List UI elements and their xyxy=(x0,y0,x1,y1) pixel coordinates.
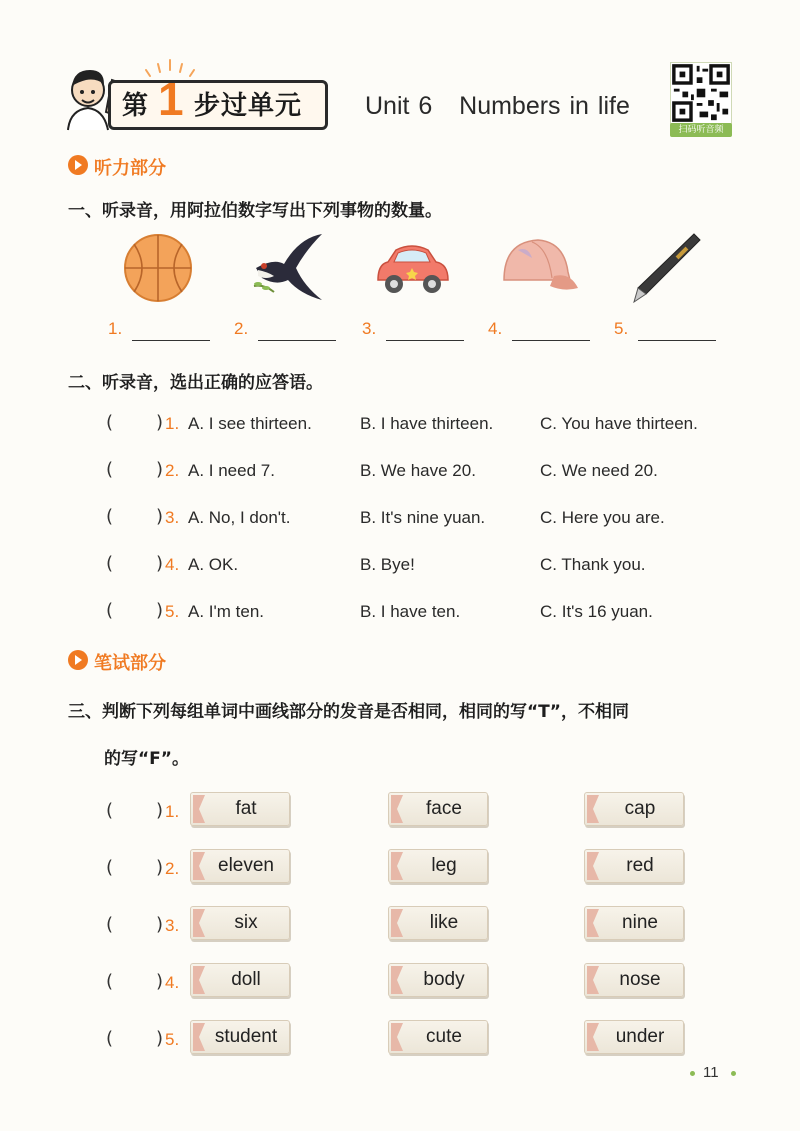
option-b: B. We have 20. xyxy=(360,461,476,480)
page-dot-right xyxy=(731,1071,736,1076)
option-b: B. I have thirteen. xyxy=(360,414,494,433)
word: nine xyxy=(622,912,658,933)
play-arrow-icon xyxy=(68,155,88,175)
option-c: C. Here you are. xyxy=(540,508,665,527)
swallow-bird-icon xyxy=(244,228,324,306)
word-card xyxy=(388,849,488,883)
cap-icon xyxy=(498,228,578,306)
word-card xyxy=(388,1020,488,1054)
question-number: 5. xyxy=(165,1030,180,1049)
word-card xyxy=(190,849,290,883)
section-listening: 听力部分 xyxy=(94,158,166,179)
answer-paren-open[interactable]: ( xyxy=(106,971,114,992)
answer-paren-close: ) xyxy=(156,857,164,878)
question-number: 1. xyxy=(165,802,180,821)
question-number: 2. xyxy=(165,461,180,480)
word: nose xyxy=(619,969,661,990)
q1-title: 一、听录音，用阿拉伯数字写出下列事物的数量。 xyxy=(68,201,442,221)
pen-icon xyxy=(624,228,704,306)
q2-title: 二、听录音，选出正确的应答语。 xyxy=(68,373,323,393)
word-card xyxy=(584,963,684,997)
answer-paren-open[interactable]: ( xyxy=(106,412,114,433)
word-card xyxy=(584,1020,684,1054)
answer-paren-open[interactable]: ( xyxy=(106,506,114,527)
banner-title: 步过单元 xyxy=(194,91,303,121)
word-card xyxy=(388,792,488,826)
option-c: C. You have thirteen. xyxy=(540,414,698,433)
word: under xyxy=(615,1026,665,1047)
word-card xyxy=(190,963,290,997)
word: like xyxy=(429,912,459,933)
page-number: 11 xyxy=(703,1064,719,1081)
answer-paren-open[interactable]: ( xyxy=(106,553,114,574)
qr-code-icon[interactable] xyxy=(670,62,732,124)
option-a: A. I see thirteen. xyxy=(188,414,312,433)
answer-blank[interactable] xyxy=(258,340,336,341)
q3-title-line2: 的写“F”。 xyxy=(104,749,189,769)
word: body xyxy=(423,969,465,990)
question-number: 5. xyxy=(165,602,180,621)
blank-number: 1. xyxy=(108,319,123,338)
option-c: C. We need 20. xyxy=(540,461,658,480)
word-card xyxy=(388,963,488,997)
qr-label: 扫码听音频 xyxy=(670,123,732,137)
option-a: A. I'm ten. xyxy=(188,602,264,621)
word-card xyxy=(190,906,290,940)
word-card xyxy=(584,849,684,883)
answer-paren-open[interactable]: ( xyxy=(106,800,114,821)
section-writing: 笔试部分 xyxy=(94,653,166,674)
word: cap xyxy=(624,798,656,819)
answer-paren-close: ) xyxy=(156,412,164,433)
option-a: A. I need 7. xyxy=(188,461,275,480)
question-number: 4. xyxy=(165,973,180,992)
question-number: 2. xyxy=(165,859,180,878)
answer-paren-close: ) xyxy=(156,459,164,480)
word-card xyxy=(584,906,684,940)
option-b: B. It's nine yuan. xyxy=(360,508,486,527)
answer-paren-open[interactable]: ( xyxy=(106,600,114,621)
answer-paren-open[interactable]: ( xyxy=(106,914,114,935)
word: cute xyxy=(426,1026,462,1047)
word: leg xyxy=(431,855,457,876)
question-number: 3. xyxy=(165,916,180,935)
word: red xyxy=(626,855,654,876)
answer-paren-close: ) xyxy=(156,553,164,574)
option-c: C. Thank you. xyxy=(540,555,646,574)
option-a: A. No, I don't. xyxy=(188,508,291,527)
option-c: C. It's 16 yuan. xyxy=(540,602,653,621)
word-card xyxy=(584,792,684,826)
q3-title-line1: 三、判断下列每组单词中画线部分的发音是否相同，相同的写“T”，不相同 xyxy=(68,702,629,722)
answer-paren-close: ) xyxy=(156,914,164,935)
blank-number: 2. xyxy=(234,319,249,338)
option-a: A. OK. xyxy=(188,555,239,574)
play-arrow-icon xyxy=(68,650,88,670)
question-number: 4. xyxy=(165,555,180,574)
answer-paren-close: ) xyxy=(156,600,164,621)
word-card xyxy=(190,1020,290,1054)
answer-paren-close: ) xyxy=(156,1028,164,1049)
blank-number: 3. xyxy=(362,319,377,338)
answer-paren-close: ) xyxy=(156,800,164,821)
word: fat xyxy=(235,798,257,819)
basketball-icon xyxy=(120,228,200,306)
word: six xyxy=(234,912,258,933)
answer-paren-open[interactable]: ( xyxy=(106,1028,114,1049)
answer-paren-close: ) xyxy=(156,971,164,992)
answer-paren-close: ) xyxy=(156,506,164,527)
word-card xyxy=(190,792,290,826)
answer-blank[interactable] xyxy=(132,340,210,341)
word-card xyxy=(388,906,488,940)
option-b: B. Bye! xyxy=(360,555,415,574)
question-number: 3. xyxy=(165,508,180,527)
word: face xyxy=(426,798,462,819)
blank-number: 5. xyxy=(614,319,629,338)
answer-blank[interactable] xyxy=(638,340,716,341)
question-number: 1. xyxy=(165,414,180,433)
answer-paren-open[interactable]: ( xyxy=(106,857,114,878)
banner-number: 1 xyxy=(158,73,184,125)
toy-car-icon xyxy=(372,228,452,306)
answer-paren-open[interactable]: ( xyxy=(106,459,114,480)
answer-blank[interactable] xyxy=(386,340,464,341)
word: doll xyxy=(231,969,261,990)
answer-blank[interactable] xyxy=(512,340,590,341)
word: student xyxy=(214,1026,278,1047)
page-dot-left xyxy=(690,1071,695,1076)
banner-di: 第 xyxy=(122,91,149,121)
blank-number: 4. xyxy=(488,319,503,338)
word: eleven xyxy=(218,855,274,876)
option-b: B. I have ten. xyxy=(360,602,461,621)
unit-title: Unit 6 Numbers in life xyxy=(365,92,630,120)
